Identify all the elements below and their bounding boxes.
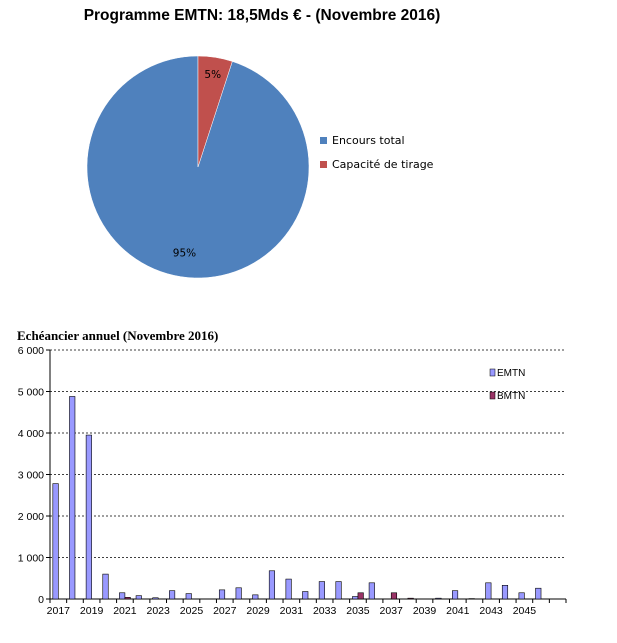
bar-emtn-2023: [153, 598, 159, 599]
pie-slice-label: 95%: [172, 247, 197, 260]
bar-bmtn-2038: [408, 598, 414, 599]
y-tick-label: 6 000: [17, 345, 44, 357]
bar-emtn-2028: [236, 588, 242, 599]
bar-emtn-2033: [319, 582, 325, 599]
bar-title: Echéancier annuel (Novembre 2016): [17, 328, 219, 343]
x-tick-label: 2041: [446, 605, 470, 617]
x-tick-label: 2031: [279, 605, 304, 617]
bar-emtn-2031: [286, 579, 292, 599]
bar-emtn-2046: [536, 588, 542, 599]
x-tick-label: 2039: [412, 605, 437, 617]
pie-legend-label: Encours total: [332, 134, 405, 147]
bar-emtn-2030: [269, 571, 275, 599]
y-tick-label: 4 000: [17, 428, 44, 440]
bar-emtn-2045: [519, 593, 525, 599]
bar-emtn-2027: [219, 590, 225, 599]
x-tick-label: 2029: [246, 605, 270, 617]
bar-chart: [0, 320, 617, 643]
x-tick-label: 2045: [512, 605, 537, 617]
pie-slice-label: 5%: [204, 68, 222, 81]
bar-legend-swatch: [490, 392, 495, 399]
x-tick-label: 2043: [479, 605, 503, 617]
bar-emtn-2017: [53, 484, 59, 599]
pie-chart: [0, 0, 617, 300]
x-tick-label: 2019: [79, 605, 104, 617]
x-tick-label: 2021: [113, 605, 137, 617]
x-tick-label: 2033: [312, 605, 337, 617]
bar-emtn-2018: [69, 396, 75, 599]
x-tick-label: 2035: [346, 605, 370, 617]
y-tick-label: 2 000: [17, 511, 44, 523]
bar-emtn-2022: [136, 596, 142, 599]
y-tick-label: 0: [38, 594, 44, 606]
bar-bmtn-2021: [125, 597, 131, 599]
bar-emtn-2043: [486, 583, 492, 599]
x-tick-label: 2017: [46, 605, 71, 617]
bar-emtn-2041: [452, 591, 458, 599]
x-tick-label: 2023: [146, 605, 170, 617]
bar-emtn-2044: [502, 585, 508, 599]
bar-bmtn-2035: [358, 593, 364, 599]
bar-bmtn-2037: [391, 593, 397, 599]
y-tick-label: 5 000: [17, 386, 44, 399]
bar-emtn-2021: [119, 593, 125, 599]
pie-legend-label: Capacité de tirage: [332, 158, 434, 171]
bar-emtn-2019: [86, 435, 92, 599]
bar-emtn-2024: [169, 591, 175, 599]
bar-emtn-2025: [186, 594, 192, 599]
x-tick-label: 2027: [213, 605, 237, 617]
bar-legend-label: BMTN: [497, 391, 526, 402]
bar-emtn-2036: [369, 583, 375, 599]
bar-legend-swatch: [490, 369, 495, 376]
y-tick-label: 1 000: [17, 552, 44, 565]
bar-emtn-2035: [352, 597, 358, 599]
bar-emtn-2032: [303, 592, 309, 599]
pie-legend-swatch: [320, 137, 327, 144]
bar-emtn-2029: [253, 595, 259, 599]
bar-emtn-2034: [336, 582, 342, 599]
bar-emtn-2040: [436, 598, 442, 599]
x-tick-label: 2037: [379, 605, 403, 617]
pie-title: Programme EMTN: 18,5Mds € - (Novembre 2016): [83, 7, 441, 24]
y-tick-label: 3 000: [17, 469, 44, 482]
bar-legend-label: EMTN: [497, 368, 526, 379]
bar-emtn-2020: [103, 574, 109, 599]
x-tick-label: 2025: [179, 605, 204, 617]
pie-legend-swatch: [320, 161, 327, 168]
